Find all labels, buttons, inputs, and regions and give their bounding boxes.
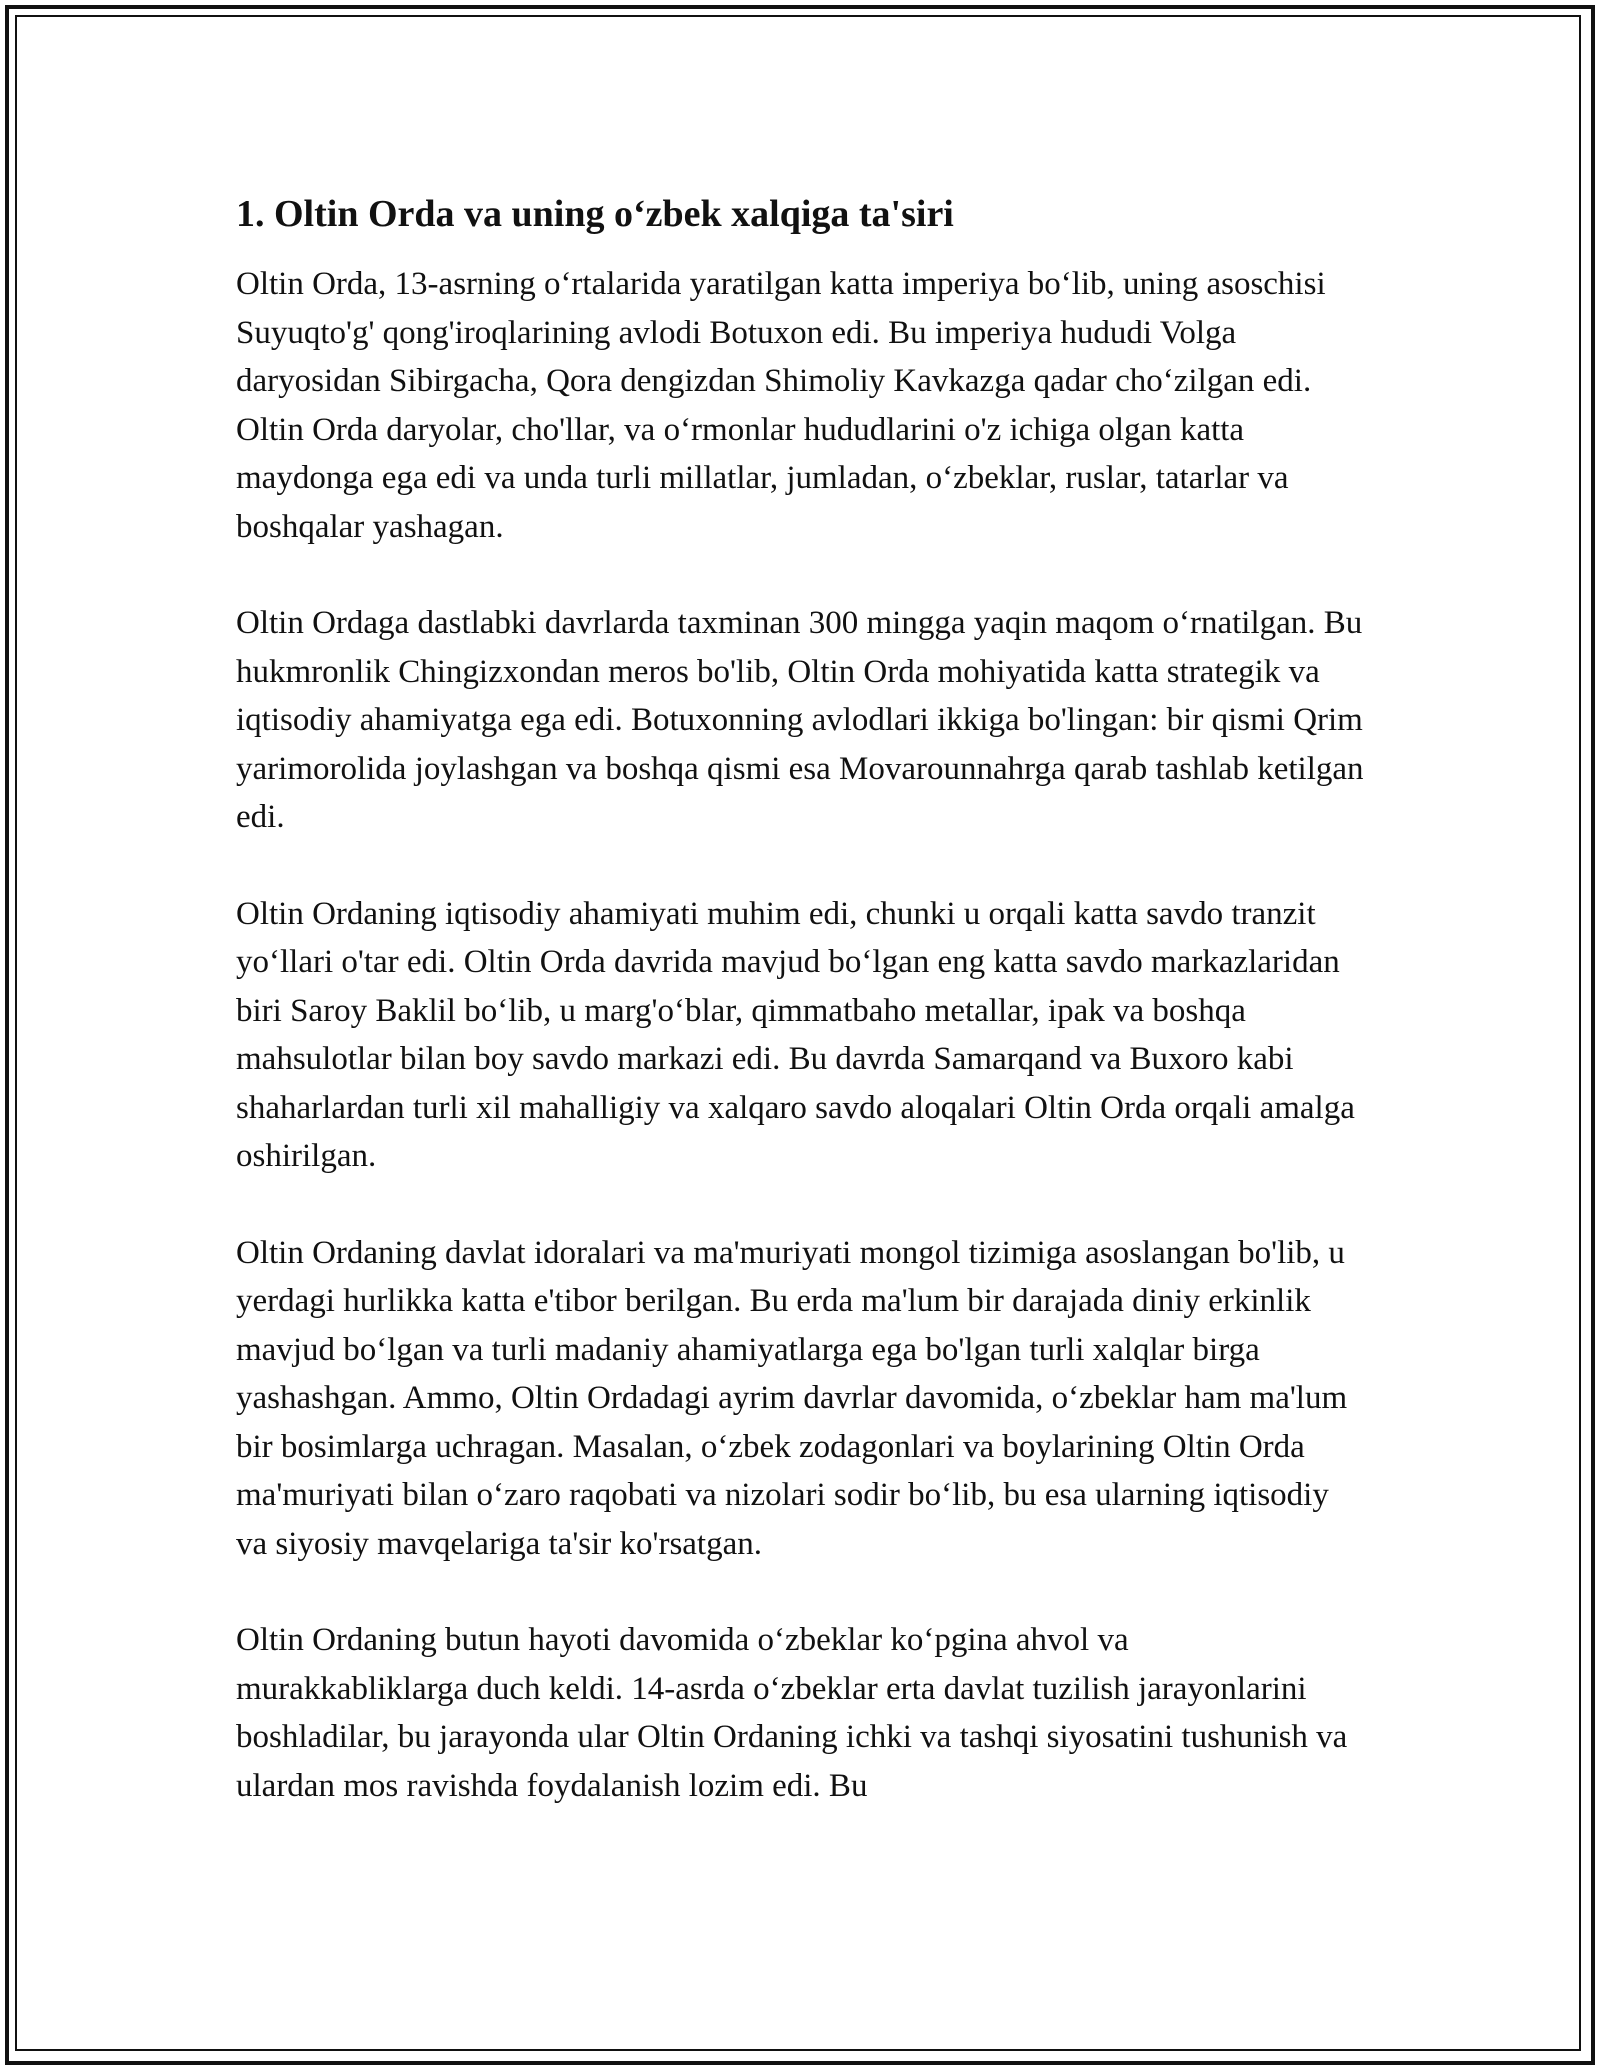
paragraph-1: Oltin Orda, 13-asrning o‘rtalarida yaratilgan katta imperiya bo‘lib, uning asoschisi Suyuqto'g' qong'iroqlarining avlodi Botuxon edi. Bu imperiya hududi Volga daryosidan Sibirgacha, Qora dengizdan Shimoliy Kavkazga qadar cho‘zilgan edi. Oltin Orda daryolar, cho'llar, va o‘rmonlar hududlarini o'z ichiga olgan katta maydonga ega edi va unda turli millatlar, jumladan, o‘zbeklar, ruslar, tatarlar va boshqalar yashagan. <box>236 266 1326 545</box>
paragraph-3: Oltin Ordaning iqtisodiy ahamiyati muhim edi, chunki u orqali katta savdo tranzit yo‘llari o'tar edi. Oltin Orda davrida mavjud bo‘lgan eng katta savdo markazlaridan biri Saroy Baklil bo‘lib, u marg'o‘blar, qimmatbaho metallar, ipak va boshqa mahsulotlar bilan boy savdo markazi edi. Bu davrda Samarqand va Buxoro kabi shaharlardan turli xil mahalligiy va xalqaro savdo aloqalari Oltin Orda orqali amalga oshirilgan. <box>236 895 1355 1174</box>
paragraph-5: Oltin Ordaning butun hayoti davomida o‘zbeklar ko‘pgina ahvol va murakkabliklarga duch keldi. 14-asrda o‘zbeklar erta davlat tuzilish jarayonlarini boshladilar, bu jarayonda ular Oltin Ordaning ichki va tashqi siyosatini tushunish va ulardan mos ravishda foydalanish lozim edi. Bu <box>236 1622 1348 1804</box>
document-body <box>236 188 1366 1858</box>
section-heading: 1. Oltin Orda va uning o‘zbek xalqiga ta'siri <box>236 193 954 235</box>
paragraph-4: Oltin Ordaning davlat idoralari va ma'muriyati mongol tizimiga asoslangan bo'lib, u yerdagi hurlikka katta e'tibor berilgan. Bu erda ma'lum bir darajada diniy erkinlik mavjud bo‘lgan va turli madaniy ahamiyatlarga ega bo'lgan turli xalqlar birga yashashgan. Ammo, Oltin Ordadagi ayrim davrlar davomida, o‘zbeklar ham ma'lum bir bosimlarga uchragan. Masalan, o‘zbek zodagonlari va boylarining Oltin Orda ma'muriyati bilan o‘zaro raqobati va nizolari sodir bo‘lib, bu esa ularning iqtisodiy va siyosiy mavqelariga ta'sir ko'rsatgan. <box>236 1234 1348 1562</box>
paragraph-2: Oltin Ordaga dastlabki davrlarda taxminan 300 mingga yaqin maqom o‘rnatilgan. Bu hukmronlik Chingizxondan meros bo'lib, Oltin Orda mohiyatida katta strategik va iqtisodiy ahamiyatga ega edi. Botuxonning avlodlari ikkiga bo'lingan: bir qismi Qrim yarimorolida joylashgan va boshqa qismi esa Movarounnahrga qarab tashlab ketilgan edi. <box>236 605 1364 835</box>
